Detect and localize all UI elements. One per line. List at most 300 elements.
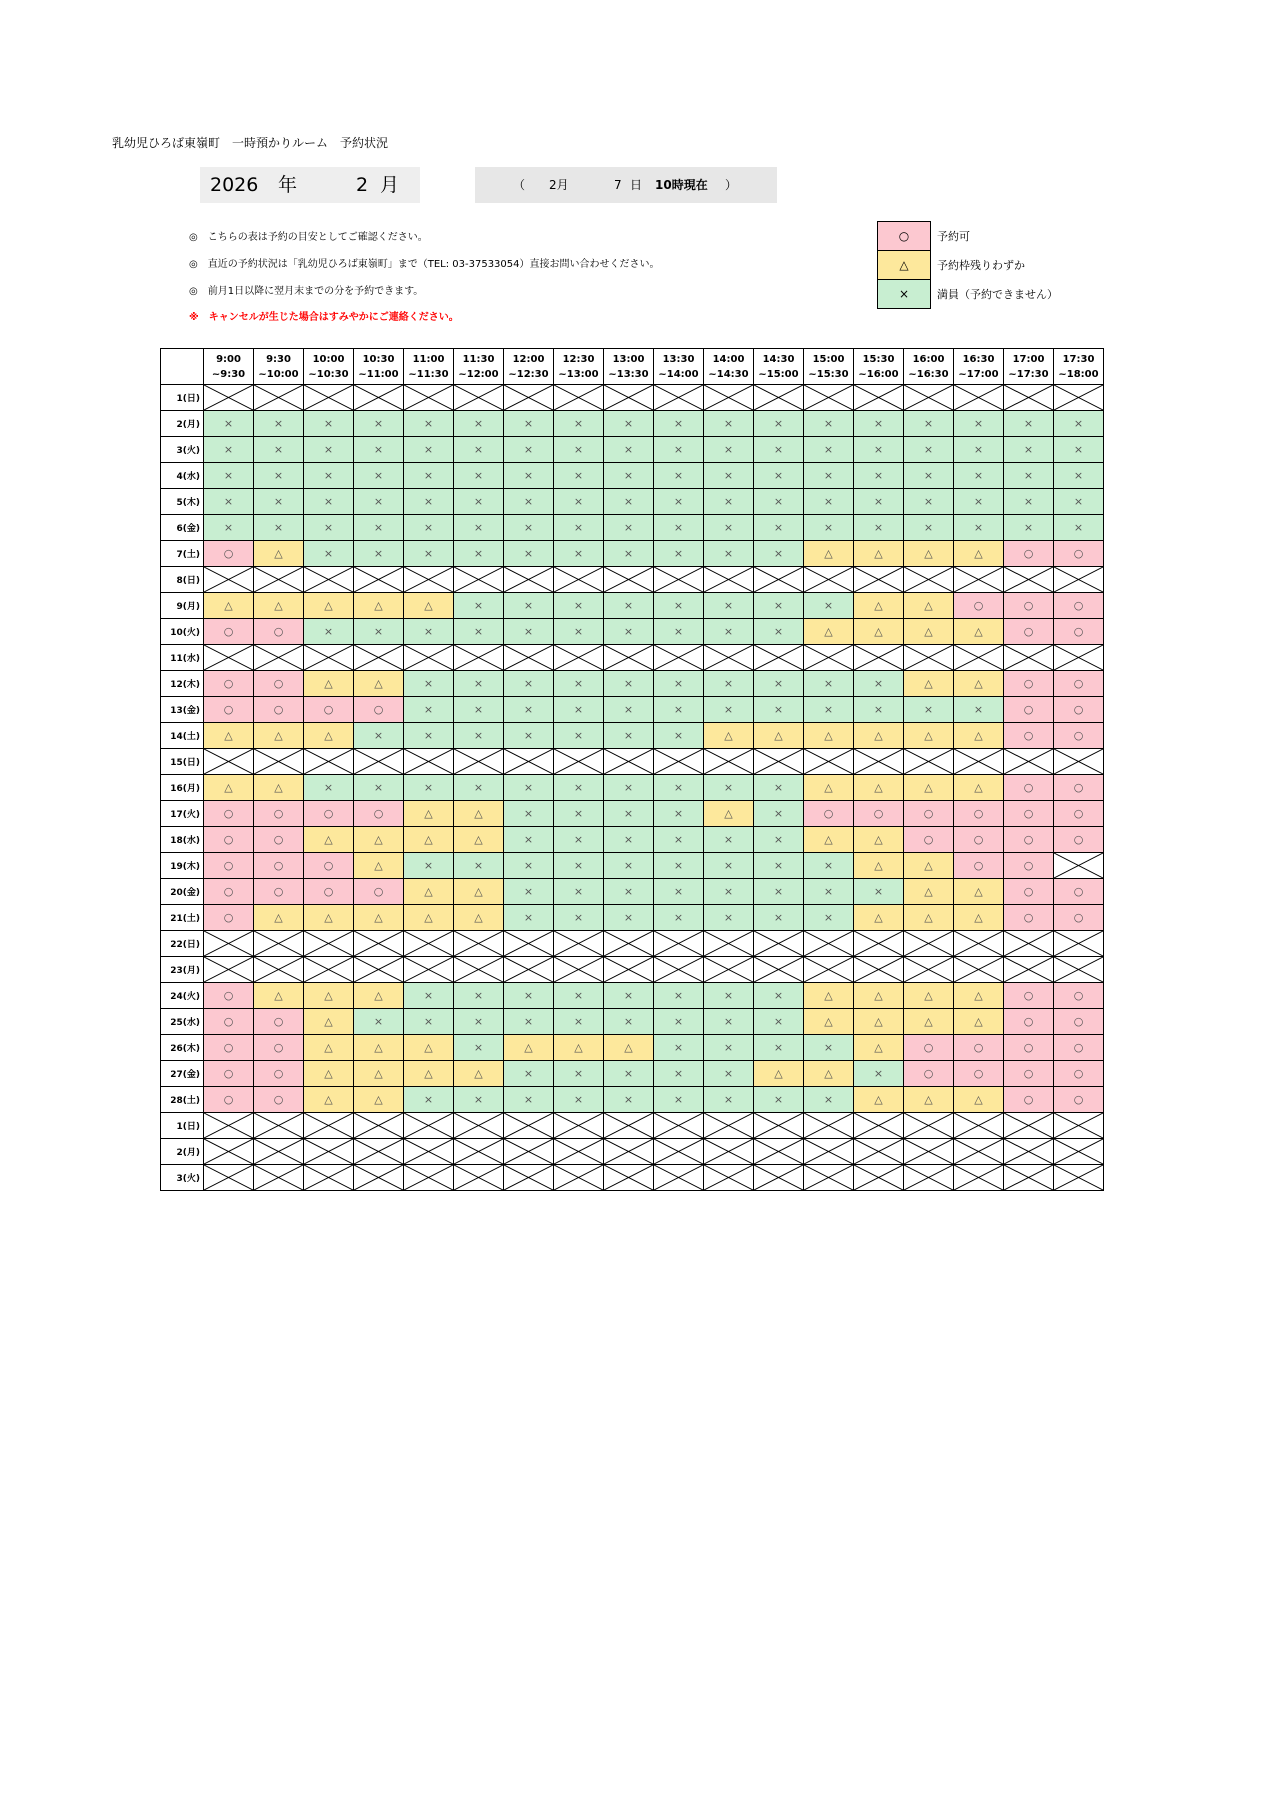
slot-available: ○	[1054, 983, 1104, 1009]
slot-available: ○	[904, 1061, 954, 1087]
slot-few-left: △	[804, 827, 854, 853]
day-row	[161, 931, 1104, 957]
closed-cross-icon	[704, 385, 753, 410]
slot-full: ×	[304, 411, 354, 437]
closed-cell	[754, 1113, 804, 1139]
closed-cross-icon	[504, 645, 553, 670]
day-row	[161, 879, 1104, 905]
day-label: 23(月)	[161, 957, 204, 983]
slot-available: ○	[1054, 723, 1104, 749]
time-slot-header	[1004, 349, 1054, 385]
day-label: 24(火)	[161, 983, 204, 1009]
time-slot-header	[404, 349, 454, 385]
closed-cross-icon	[854, 749, 903, 774]
slot-full: ×	[604, 775, 654, 801]
day-label: 6(金)	[161, 515, 204, 541]
closed-cross-icon	[304, 385, 353, 410]
closed-cross-icon	[404, 1165, 453, 1190]
closed-cross-icon	[604, 957, 653, 982]
closed-cross-icon	[354, 931, 403, 956]
slot-full: ×	[604, 853, 654, 879]
closed-cross-icon	[554, 1139, 603, 1164]
closed-cross-icon	[904, 385, 953, 410]
slot-available: ○	[1054, 1009, 1104, 1035]
slot-full: ×	[404, 541, 454, 567]
slot-full: ×	[754, 879, 804, 905]
slot-full: ×	[604, 983, 654, 1009]
closed-cross-icon	[504, 385, 553, 410]
closed-cross-icon	[304, 957, 353, 982]
slot-available: ○	[354, 697, 404, 723]
slot-full: ×	[654, 879, 704, 905]
day-label: 17(火)	[161, 801, 204, 827]
slot-full: ×	[454, 437, 504, 463]
closed-cross-icon	[704, 1165, 753, 1190]
slot-few-left: △	[904, 1087, 954, 1113]
slot-full: ×	[754, 463, 804, 489]
slot-full: ×	[454, 1009, 504, 1035]
header-corner	[161, 349, 204, 385]
slot-full: ×	[904, 697, 954, 723]
time-slot-header	[454, 349, 504, 385]
closed-cell	[204, 385, 254, 411]
slot-full: ×	[454, 1035, 504, 1061]
closed-cross-icon	[854, 1139, 903, 1164]
slot-few-left: △	[404, 801, 454, 827]
closed-cell	[254, 1165, 304, 1191]
slot-few-left: △	[454, 827, 504, 853]
slot-full: ×	[554, 515, 604, 541]
slot-full: ×	[754, 905, 804, 931]
slot-available: ○	[204, 1087, 254, 1113]
slot-full: ×	[204, 463, 254, 489]
slot-few-left: △	[854, 1009, 904, 1035]
closed-cross-icon	[554, 957, 603, 982]
closed-cross-icon	[754, 749, 803, 774]
slot-few-left: △	[304, 723, 354, 749]
closed-cell	[804, 645, 854, 671]
slot-full: ×	[754, 801, 804, 827]
slot-few-left: △	[854, 593, 904, 619]
slot-full: ×	[454, 541, 504, 567]
slot-few-left: △	[454, 801, 504, 827]
closed-cell	[854, 645, 904, 671]
slot-few-left: △	[404, 905, 454, 931]
closed-cell	[204, 957, 254, 983]
slot-available: ○	[204, 853, 254, 879]
time-slot-end: ~16:30	[908, 368, 949, 380]
slot-few-left: △	[854, 853, 904, 879]
closed-cross-icon	[454, 567, 503, 592]
closed-cell	[404, 567, 454, 593]
slot-full: ×	[504, 723, 554, 749]
closed-cross-icon	[304, 567, 353, 592]
closed-cross-icon	[204, 1139, 253, 1164]
day-row	[161, 775, 1104, 801]
slot-full: ×	[554, 671, 604, 697]
slot-full: ×	[804, 463, 854, 489]
slot-few-left: △	[454, 905, 504, 931]
day-label: 28(土)	[161, 1087, 204, 1113]
slot-full: ×	[604, 879, 654, 905]
closed-cell	[304, 567, 354, 593]
closed-cell	[354, 1165, 404, 1191]
closed-cross-icon	[704, 749, 753, 774]
closed-cross-icon	[604, 1113, 653, 1138]
legend-label-full: 満員（予約できません）	[937, 288, 1058, 301]
day-label: 2(月)	[161, 1139, 204, 1165]
closed-cell	[1054, 645, 1104, 671]
slot-few-left: △	[904, 723, 954, 749]
closed-cell	[854, 957, 904, 983]
closed-cell	[354, 1113, 404, 1139]
slot-full: ×	[704, 1087, 754, 1113]
time-slot-end: ~11:30	[408, 368, 449, 380]
time-slot-start: 17:00	[1012, 353, 1045, 365]
slot-few-left: △	[204, 723, 254, 749]
slot-full: ×	[354, 515, 404, 541]
slot-full: ×	[654, 671, 704, 697]
slot-available: ○	[1004, 801, 1054, 827]
slot-full: ×	[554, 1087, 604, 1113]
slot-full: ×	[954, 697, 1004, 723]
slot-few-left: △	[504, 1035, 554, 1061]
closed-cell	[854, 385, 904, 411]
closed-cell	[904, 957, 954, 983]
time-slot-header	[554, 349, 604, 385]
closed-cell	[754, 645, 804, 671]
day-label: 3(火)	[161, 1165, 204, 1191]
closed-cell	[1004, 567, 1054, 593]
closed-cell	[754, 567, 804, 593]
day-label: 20(金)	[161, 879, 204, 905]
closed-cross-icon	[704, 1113, 753, 1138]
time-header-row	[161, 349, 1104, 385]
closed-cell	[754, 1165, 804, 1191]
slot-full: ×	[854, 411, 904, 437]
slot-full: ×	[604, 437, 654, 463]
closed-cell	[904, 1113, 954, 1139]
day-row	[161, 515, 1104, 541]
closed-cell	[804, 749, 854, 775]
slot-full: ×	[554, 723, 604, 749]
slot-full: ×	[654, 775, 704, 801]
day-label: 2(月)	[161, 411, 204, 437]
closed-cross-icon	[654, 957, 703, 982]
slot-few-left: △	[354, 593, 404, 619]
slot-few-left: △	[954, 775, 1004, 801]
slot-full: ×	[404, 775, 454, 801]
slot-few-left: △	[404, 879, 454, 905]
slot-few-left: △	[854, 1087, 904, 1113]
slot-few-left: △	[804, 775, 854, 801]
slot-full: ×	[254, 411, 304, 437]
closed-cross-icon	[504, 957, 553, 982]
slot-few-left: △	[254, 905, 304, 931]
slot-available: ○	[1004, 1087, 1054, 1113]
slot-available: ○	[1054, 775, 1104, 801]
closed-cell	[354, 1139, 404, 1165]
slot-available: ○	[254, 619, 304, 645]
day-row	[161, 801, 1104, 827]
slot-full: ×	[804, 593, 854, 619]
slot-full: ×	[904, 411, 954, 437]
time-slot-start: 14:00	[712, 353, 745, 365]
closed-cross-icon	[354, 1165, 403, 1190]
slot-full: ×	[704, 541, 754, 567]
slot-full: ×	[854, 463, 904, 489]
closed-cross-icon	[804, 957, 853, 982]
slot-few-left: △	[854, 827, 904, 853]
slot-few-left: △	[354, 983, 404, 1009]
page-title: 乳幼児ひろば東嶺町 一時預かりルーム 予約状況	[112, 136, 389, 150]
slot-few-left: △	[904, 879, 954, 905]
day-row	[161, 983, 1104, 1009]
as-of-day: 7	[614, 178, 622, 192]
slot-full: ×	[404, 1009, 454, 1035]
closed-cross-icon	[954, 1165, 1003, 1190]
day-row	[161, 489, 1104, 515]
closed-cell	[554, 957, 604, 983]
time-slot-start: 11:30	[462, 353, 495, 365]
slot-few-left: △	[904, 853, 954, 879]
slot-available: ○	[204, 983, 254, 1009]
slot-available: ○	[1004, 671, 1054, 697]
slot-full: ×	[704, 619, 754, 645]
slot-full: ×	[754, 541, 804, 567]
closed-cell	[504, 567, 554, 593]
slot-available: ○	[254, 697, 304, 723]
slot-full: ×	[854, 697, 904, 723]
slot-available: ○	[204, 1061, 254, 1087]
slot-available: ○	[354, 801, 404, 827]
closed-cell	[304, 1139, 354, 1165]
slot-available: ○	[254, 1087, 304, 1113]
closed-cross-icon	[1004, 1113, 1053, 1138]
closed-cross-icon	[404, 957, 453, 982]
closed-cell	[954, 567, 1004, 593]
slot-few-left: △	[804, 541, 854, 567]
closed-cell	[754, 385, 804, 411]
slot-full: ×	[404, 411, 454, 437]
as-of-open-paren: （	[513, 178, 526, 192]
slot-full: ×	[354, 541, 404, 567]
slot-full: ×	[454, 515, 504, 541]
closed-cell	[504, 957, 554, 983]
closed-cell	[354, 385, 404, 411]
closed-cross-icon	[254, 567, 303, 592]
slot-few-left: △	[704, 723, 754, 749]
as-of-close-paren: ）	[725, 178, 738, 192]
closed-cell	[504, 1139, 554, 1165]
slot-full: ×	[454, 411, 504, 437]
slot-full: ×	[954, 515, 1004, 541]
day-label: 1(日)	[161, 1113, 204, 1139]
closed-cell	[404, 1139, 454, 1165]
day-label: 12(木)	[161, 671, 204, 697]
note-1: ◎ こちらの表は予約の目安としてご確認ください。	[189, 232, 428, 243]
time-slot-end: ~14:30	[708, 368, 749, 380]
closed-cell	[1054, 749, 1104, 775]
closed-cross-icon	[904, 645, 953, 670]
slot-available: ○	[254, 1035, 304, 1061]
closed-cross-icon	[754, 567, 803, 592]
day-row	[161, 411, 1104, 437]
time-slot-header	[204, 349, 254, 385]
day-row	[161, 541, 1104, 567]
day-row	[161, 723, 1104, 749]
closed-cross-icon	[854, 1113, 903, 1138]
slot-few-left: △	[404, 593, 454, 619]
slot-available: ○	[1054, 1061, 1104, 1087]
slot-full: ×	[404, 463, 454, 489]
closed-cell	[704, 749, 754, 775]
time-slot-start: 9:00	[216, 353, 241, 365]
slot-full: ×	[654, 905, 704, 931]
closed-cell	[704, 385, 754, 411]
closed-cross-icon	[554, 385, 603, 410]
slot-few-left: △	[454, 1061, 504, 1087]
day-label: 26(木)	[161, 1035, 204, 1061]
time-slot-end: ~12:30	[508, 368, 549, 380]
slot-full: ×	[654, 619, 704, 645]
closed-cross-icon	[1004, 749, 1053, 774]
slot-full: ×	[604, 411, 654, 437]
day-row	[161, 437, 1104, 463]
day-row	[161, 1061, 1104, 1087]
day-row	[161, 957, 1104, 983]
legend-label-available: 予約可	[937, 230, 970, 243]
slot-full: ×	[354, 463, 404, 489]
legend-symbol-few-left: △	[878, 251, 931, 280]
closed-cell	[604, 385, 654, 411]
slot-full: ×	[904, 515, 954, 541]
closed-cell	[904, 645, 954, 671]
slot-few-left: △	[304, 671, 354, 697]
slot-available: ○	[304, 853, 354, 879]
slot-full: ×	[854, 879, 904, 905]
day-row	[161, 905, 1104, 931]
closed-cross-icon	[1054, 645, 1103, 670]
closed-cell	[554, 385, 604, 411]
slot-full: ×	[754, 437, 804, 463]
slot-full: ×	[754, 671, 804, 697]
day-label: 3(火)	[161, 437, 204, 463]
closed-cell	[954, 1165, 1004, 1191]
time-slot-start: 15:00	[812, 353, 845, 365]
closed-cross-icon	[1054, 1165, 1103, 1190]
time-slot-end: ~15:30	[808, 368, 849, 380]
closed-cell	[604, 931, 654, 957]
day-row	[161, 645, 1104, 671]
slot-available: ○	[254, 1009, 304, 1035]
closed-cross-icon	[804, 931, 853, 956]
slot-available: ○	[1054, 879, 1104, 905]
day-row	[161, 619, 1104, 645]
cancel-warning: ※ キャンセルが生じた場合はすみやかにご連絡ください。	[189, 312, 459, 323]
time-slot-header	[704, 349, 754, 385]
slot-full: ×	[504, 515, 554, 541]
closed-cross-icon	[1004, 385, 1053, 410]
slot-few-left: △	[954, 1087, 1004, 1113]
slot-full: ×	[554, 827, 604, 853]
day-row	[161, 697, 1104, 723]
closed-cross-icon	[654, 931, 703, 956]
closed-cell	[354, 749, 404, 775]
day-row	[161, 1009, 1104, 1035]
slot-available: ○	[204, 801, 254, 827]
closed-cell	[804, 385, 854, 411]
slot-few-left: △	[704, 801, 754, 827]
day-label: 10(火)	[161, 619, 204, 645]
time-slot-start: 13:00	[612, 353, 645, 365]
closed-cell	[404, 385, 454, 411]
time-slot-end: ~18:00	[1058, 368, 1099, 380]
slot-full: ×	[704, 983, 754, 1009]
time-slot-start: 9:30	[266, 353, 291, 365]
closed-cross-icon	[804, 1139, 853, 1164]
slot-full: ×	[754, 1009, 804, 1035]
slot-full: ×	[554, 853, 604, 879]
closed-cell	[954, 749, 1004, 775]
closed-cross-icon	[904, 1139, 953, 1164]
slot-available: ○	[1054, 1087, 1104, 1113]
slot-full: ×	[504, 697, 554, 723]
closed-cell	[704, 1113, 754, 1139]
closed-cell	[204, 931, 254, 957]
slot-full: ×	[1054, 411, 1104, 437]
slot-full: ×	[204, 515, 254, 541]
closed-cross-icon	[654, 567, 703, 592]
slot-full: ×	[804, 489, 854, 515]
slot-few-left: △	[954, 1009, 1004, 1035]
closed-cross-icon	[604, 1165, 653, 1190]
closed-cell	[904, 1139, 954, 1165]
closed-cross-icon	[954, 385, 1003, 410]
slot-full: ×	[754, 489, 804, 515]
closed-cross-icon	[204, 749, 253, 774]
slot-available: ○	[254, 853, 304, 879]
slot-full: ×	[554, 489, 604, 515]
closed-cross-icon	[204, 567, 253, 592]
closed-cross-icon	[854, 567, 903, 592]
closed-cell	[854, 749, 904, 775]
closed-cross-icon	[704, 1139, 753, 1164]
slot-few-left: △	[354, 853, 404, 879]
slot-full: ×	[1004, 489, 1054, 515]
closed-cross-icon	[1004, 957, 1053, 982]
slot-full: ×	[654, 515, 704, 541]
closed-cross-icon	[554, 1113, 603, 1138]
slot-full: ×	[704, 1035, 754, 1061]
closed-cell	[804, 1139, 854, 1165]
closed-cell	[254, 931, 304, 957]
slot-full: ×	[404, 723, 454, 749]
closed-cross-icon	[1054, 853, 1103, 878]
day-row	[161, 853, 1104, 879]
time-slot-header	[504, 349, 554, 385]
closed-cell	[654, 931, 704, 957]
slot-full: ×	[654, 1061, 704, 1087]
closed-cell	[304, 645, 354, 671]
slot-full: ×	[854, 489, 904, 515]
day-label: 13(金)	[161, 697, 204, 723]
slot-full: ×	[454, 1087, 504, 1113]
closed-cell	[904, 931, 954, 957]
slot-full: ×	[1054, 437, 1104, 463]
closed-cross-icon	[354, 957, 403, 982]
closed-cell	[754, 1139, 804, 1165]
